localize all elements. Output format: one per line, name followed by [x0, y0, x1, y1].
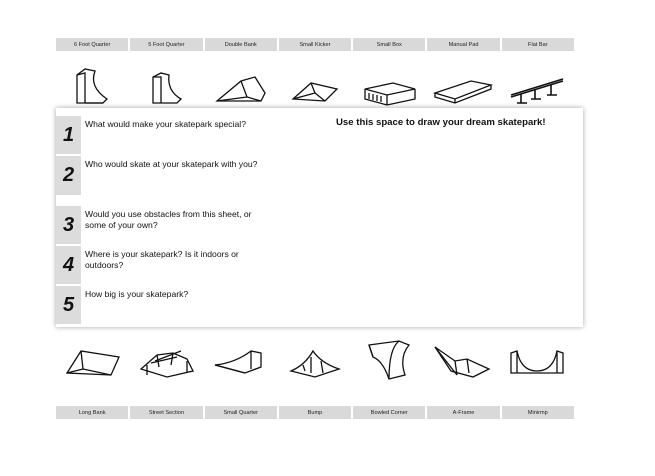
top-obstacle-sketches: [56, 62, 574, 110]
quarter-pipe-6ft-icon: [56, 62, 130, 110]
label-small-kicker: Small Kicker: [279, 38, 351, 51]
small-quarter-icon: [204, 332, 278, 384]
question-number: 1: [56, 116, 81, 154]
label-double-bank: Double Bank: [205, 38, 277, 51]
question-5: [56, 286, 583, 324]
question-text: How big is your skatepark?: [85, 289, 189, 299]
label-5-foot-quarter: 5 Foot Quarter: [130, 38, 202, 51]
long-bank-icon: [56, 332, 130, 384]
draw-space-title: Use this space to draw your dream skatepark!: [336, 117, 546, 128]
label-street-section: Street Section: [130, 406, 202, 419]
worksheet-panel: [56, 108, 583, 327]
label-long-bank: Long Bank: [56, 406, 128, 419]
question-3: [56, 206, 583, 244]
question-text: Where is your skatepark? Is it indoors or outdoors?: [85, 249, 239, 270]
label-bowled-corner: Bowled Corner: [353, 406, 425, 419]
a-frame-icon: [426, 332, 500, 384]
small-box-icon: [352, 62, 426, 110]
question-text: Would you use obstacles from this sheet, or some of your own?: [85, 209, 252, 230]
flat-bar-icon: [500, 62, 574, 110]
label-manual-pad: Manual Pad: [427, 38, 499, 51]
question-number: 4: [56, 246, 81, 284]
bowled-corner-icon: [352, 332, 426, 384]
question-text: Who would skate at your skatepark with you?: [85, 159, 258, 169]
small-kicker-icon: [278, 62, 352, 110]
top-obstacle-labels: [56, 38, 574, 51]
question-number: 3: [56, 206, 81, 244]
label-bump: Bump: [279, 406, 351, 419]
bottom-obstacle-sketches: [56, 332, 574, 384]
label-small-quarter: Small Quarter: [205, 406, 277, 419]
label-small-box: Small Box: [353, 38, 425, 51]
manual-pad-icon: [426, 62, 500, 110]
question-number: 5: [56, 286, 81, 324]
label-a-frame: A-Frame: [427, 406, 499, 419]
street-section-icon: [130, 332, 204, 384]
quarter-pipe-5ft-icon: [130, 62, 204, 110]
bump-icon: [278, 332, 352, 384]
label-flat-bar: Flat Bar: [502, 38, 574, 51]
question-text: What would make your skatepark special?: [85, 119, 246, 129]
question-number: 2: [56, 156, 81, 195]
double-bank-icon: [204, 62, 278, 110]
question-4: [56, 246, 583, 284]
miniramp-icon: [500, 332, 574, 384]
question-2: [56, 156, 583, 195]
label-miniramp: Minirmp: [502, 406, 574, 419]
label-6-foot-quarter: 6 Foot Quarter: [56, 38, 128, 51]
bottom-obstacle-labels: [56, 406, 574, 419]
